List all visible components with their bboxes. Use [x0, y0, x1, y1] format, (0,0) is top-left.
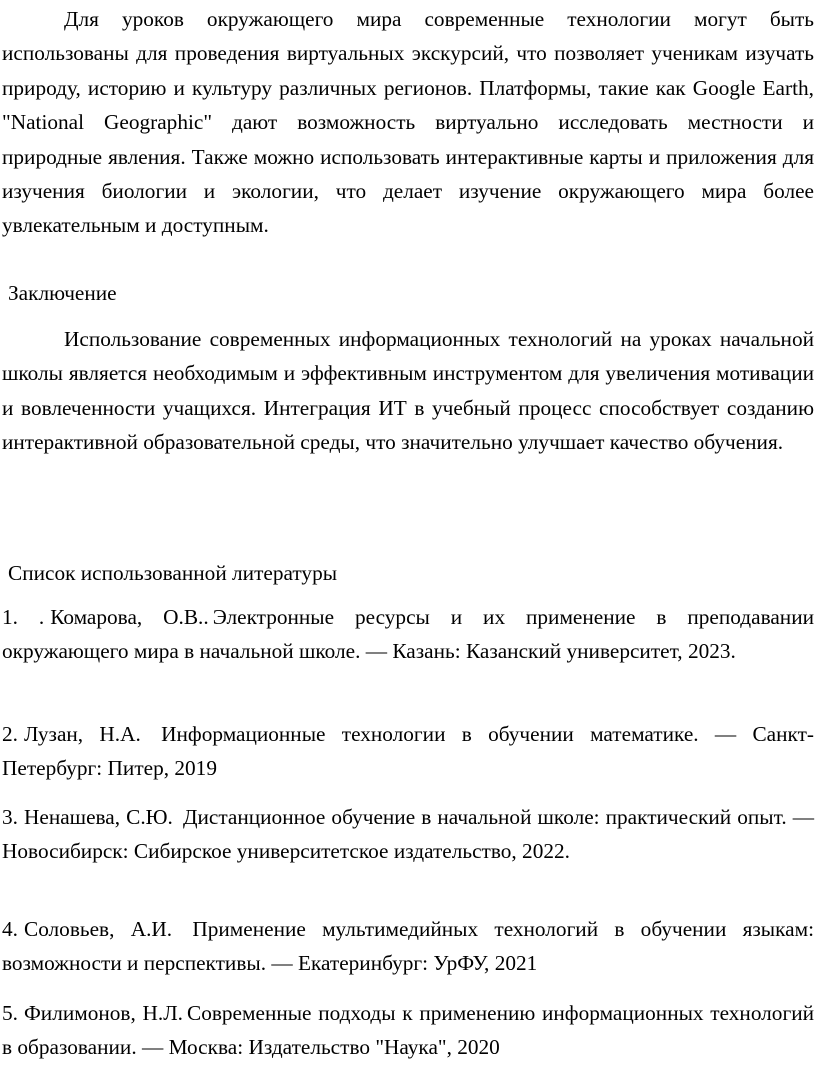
- reference-text: Электронные ресурсы и их применение в преподавании окружающего мира в начальной школе. — Казань: Казанский университет, 2023.: [2, 605, 815, 664]
- reference-number: 5.: [2, 1001, 18, 1025]
- intro-paragraph: Для уроков окружающего мира современные технологии могут быть использованы для проведения виртуальных экскурсий, что позволяет ученикам изучать природу, историю и культуру различных регионов. Платформы, такие как Google Earth, "National Geographic" дают возможность виртуально исследовать местности и природные явления. Также можно использовать интерактивные карты и приложения для изучения биологии и экологии, что делает изучение окружающего мира более увлекательным и доступным.: [2, 7, 814, 238]
- reference-item-5: [2, 996, 814, 1065]
- conclusion-heading: Заключение: [8, 281, 117, 305]
- reference-author: Лузан, Н.А.: [23, 722, 141, 746]
- reference-text: Современные подходы к применению информационных технологий в образовании. — Москва: Издательство "Наука", 2020: [2, 1001, 814, 1060]
- reference-number: 3.: [2, 805, 18, 829]
- reference-author: Комарова, О.В..: [50, 605, 209, 629]
- conclusion-paragraph: Использование современных информационных технологий на уроках начальной школы является необходимым и эффективным инструментом для увеличения мотивации и вовлеченности учащихся. Интеграция ИТ в учебный процесс способствует созданию интерактивной образовательной среды, что значительно улучшает качество обучения.: [2, 327, 814, 455]
- reference-item-3: [2, 800, 814, 869]
- reference-text: Дистанционное обучение в начальной школе: практический опыт. — Новосибирск: Сибирское университетское издательство, 2022.: [2, 805, 815, 864]
- reference-number: 2.: [2, 722, 18, 746]
- reference-number: 1. .: [2, 605, 45, 629]
- reference-author: Филимонов, Н.Л.: [23, 1001, 183, 1025]
- references-heading: Список использованной литературы: [8, 561, 338, 585]
- reference-author: Соловьев, А.И.: [23, 917, 173, 941]
- reference-text: Информационные технологии в обучении математике. — Санкт-Петербург: Питер, 2019: [2, 722, 814, 781]
- reference-item-2: [2, 717, 814, 786]
- reference-number: 4.: [2, 917, 18, 941]
- reference-text: Применение мультимедийных технологий в обучении языкам: возможности и перспективы. — Екатеринбург: УрФУ, 2021: [2, 917, 814, 976]
- reference-item-4: [2, 912, 814, 981]
- reference-item-1: [2, 600, 814, 669]
- reference-author: Ненашева, С.Ю.: [23, 805, 173, 829]
